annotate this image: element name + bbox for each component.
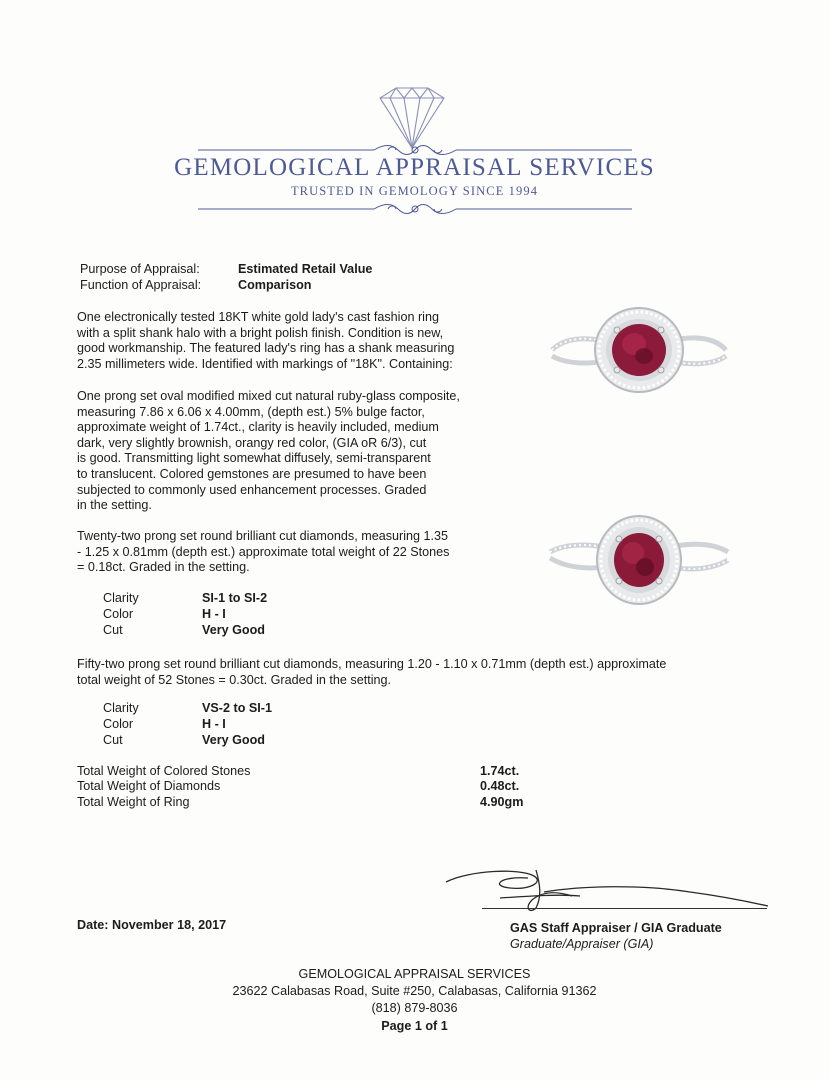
grade-value: H - I — [202, 607, 226, 621]
signature-line — [482, 908, 767, 909]
diamonds-line: Fifty-two prong set round brilliant cut diamonds, measuring 1.20 - 1.10 x 0.71mm (depth est.) approximate — [77, 657, 667, 671]
grade-value: VS-2 to SI-1 — [202, 701, 272, 715]
company-tagline: TRUSTED IN GEMOLOGY SINCE 1994 — [290, 184, 539, 198]
grade-value: Very Good — [202, 623, 265, 637]
gemstone-line: approximate weight of 1.74ct., clarity is heavily included, medium — [77, 420, 439, 435]
grade-label: Cut — [103, 623, 123, 637]
gemstone-line: measuring 7.86 x 6.06 x 4.00mm, (depth est.) 5% bulge factor, — [77, 404, 425, 419]
gemstone-line: subjected to commonly used enhancement processes. Graded — [77, 482, 427, 497]
total-label: Total Weight of Diamonds — [77, 779, 221, 793]
purpose-label: Purpose of Appraisal: — [80, 262, 200, 276]
gemstone-line: One prong set oval modified mixed cut natural ruby-glass composite, — [77, 389, 460, 403]
grade-value: Very Good — [202, 733, 265, 747]
diamonds-line: Twenty-two prong set round brilliant cut diamonds, measuring 1.35 — [77, 529, 449, 543]
function-value: Comparison — [238, 278, 312, 292]
footer-address: 23622 Calabasas Road, Suite #250, Calabasas, California 91362 — [232, 984, 597, 998]
gemstone-line: to translucent. Colored gemstones are presumed to have been — [77, 466, 427, 481]
grade-value: H - I — [202, 717, 226, 731]
appraisal-date: Date: November 18, 2017 — [77, 918, 227, 932]
gemstone-line: dark, very slightly brownish, orangy red color, (GIA oR 6/3), cut — [77, 435, 427, 450]
grade-value: SI-1 to SI-2 — [202, 591, 268, 605]
company-name: GEMOLOGICAL APPRAISAL SERVICES — [174, 154, 655, 181]
description-line: One electronically tested 18KT white gold lady's cast fashion ring — [77, 310, 439, 324]
total-label: Total Weight of Colored Stones — [77, 764, 251, 778]
footer-phone: (818) 879-8036 — [371, 1001, 458, 1015]
description-line: with a split shank halo with a bright polish finish. Condition is new, — [77, 325, 444, 340]
description-line: good workmanship. The featured lady's ring has a shank measuring — [77, 341, 455, 356]
total-value: 1.74ct. — [480, 764, 520, 778]
ring-photo-angle — [548, 512, 730, 608]
grade-label: Color — [103, 607, 134, 621]
function-label: Function of Appraisal: — [80, 278, 202, 292]
appraiser-title: GAS Staff Appraiser / GIA Graduate — [510, 921, 722, 935]
grade-label: Cut — [103, 733, 123, 747]
gemstone-description — [77, 389, 460, 514]
total-value: 4.90gm — [480, 795, 524, 809]
total-label: Total Weight of Ring — [77, 795, 190, 809]
description-line: 2.35 millimeters wide. Identified with markings of "18K". Containing: — [77, 356, 453, 371]
ornament-divider-bottom — [198, 202, 632, 216]
total-value: 0.48ct. — [480, 779, 520, 793]
appraiser-signature — [440, 862, 770, 918]
grade-label: Clarity — [103, 591, 139, 605]
footer-company: GEMOLOGICAL APPRAISAL SERVICES — [298, 967, 531, 981]
diamonds-line: - 1.25 x 0.81mm (depth est.) approximate total weight of 22 Stones — [77, 544, 450, 559]
appraiser-subtitle: Graduate/Appraiser (GIA) — [510, 937, 654, 951]
diamonds-line: total weight of 52 Stones = 0.30ct. Graded in the setting. — [77, 672, 391, 687]
page-number: Page 1 of 1 — [381, 1019, 448, 1033]
diamonds-22-description — [77, 529, 449, 576]
diamonds-line: = 0.18ct. Graded in the setting. — [77, 560, 250, 575]
gemstone-line: is good. Transmitting light somewhat diffusely, semi-transparent — [77, 451, 431, 466]
ring-description — [77, 310, 454, 372]
purpose-value: Estimated Retail Value — [238, 262, 373, 276]
grade-label: Color — [103, 717, 134, 731]
ring-photo-front — [548, 304, 730, 400]
diamonds-52-description — [77, 657, 666, 688]
gemstone-line: in the setting. — [77, 498, 152, 513]
grade-label: Clarity — [103, 701, 139, 715]
